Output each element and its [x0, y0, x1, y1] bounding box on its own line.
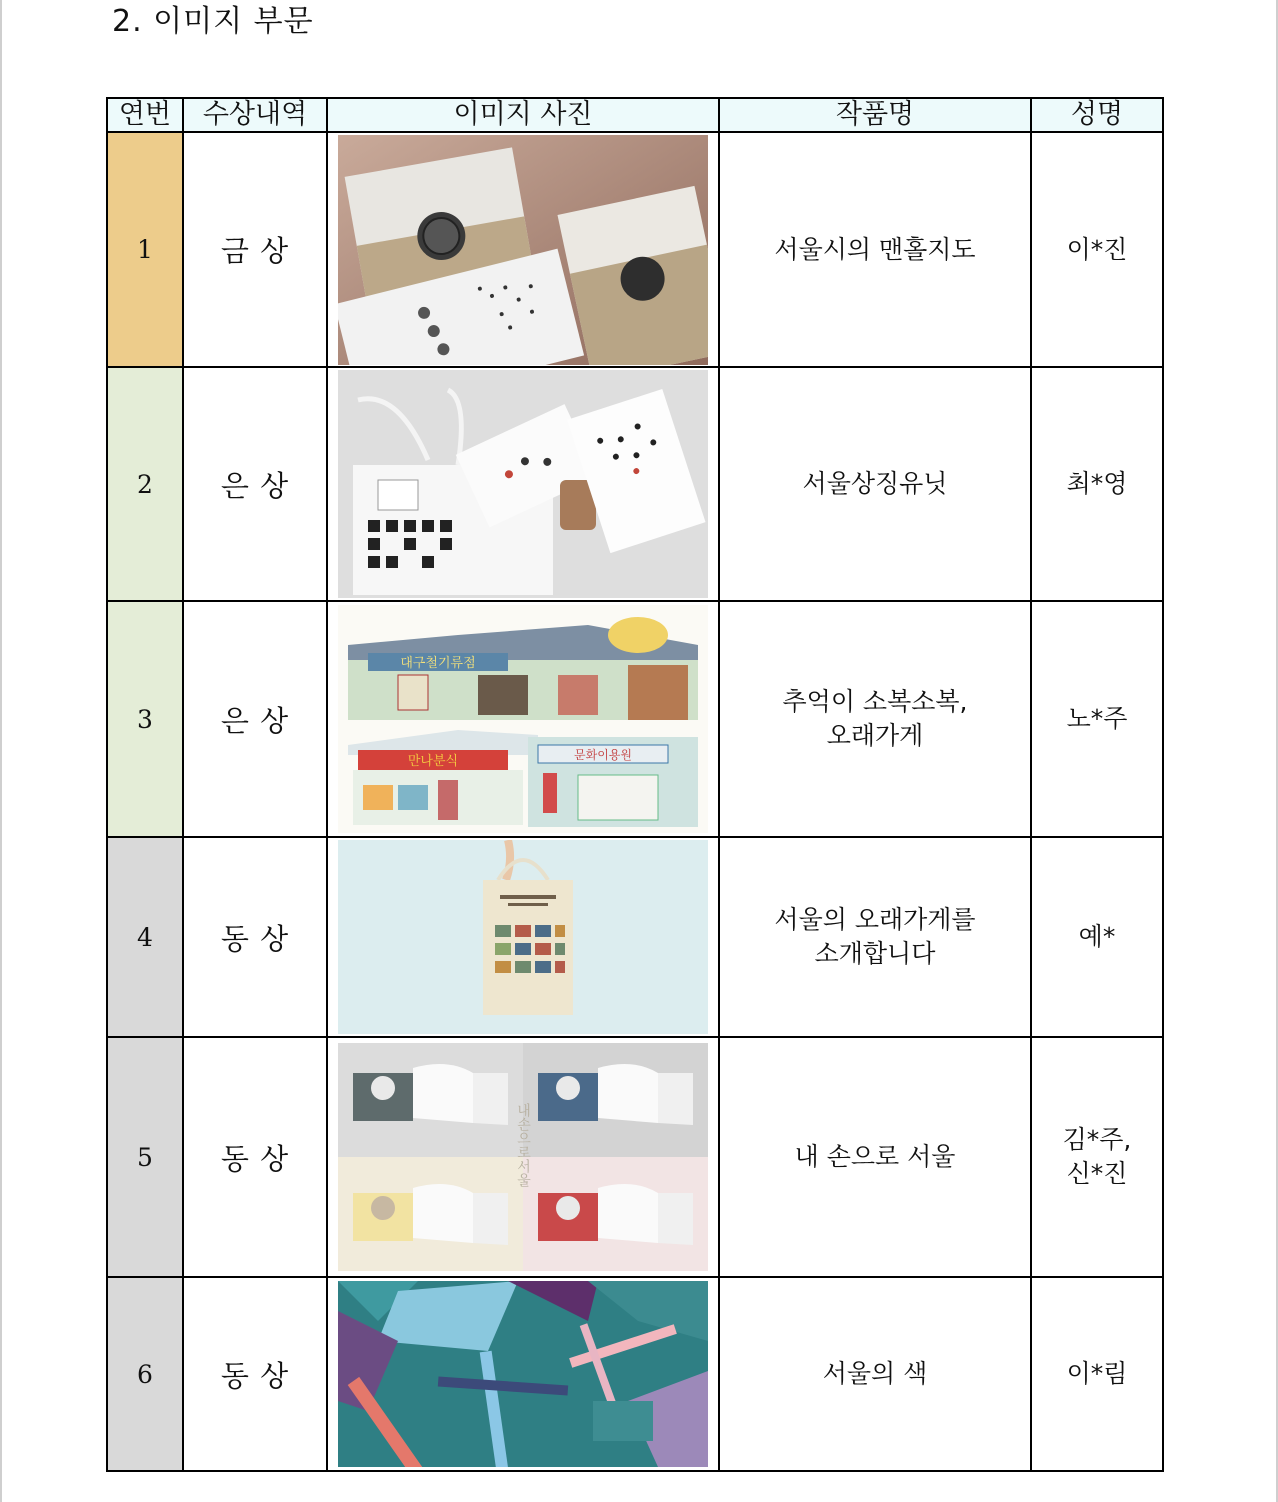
work-title: 서울의 오래가게를 소개합니다	[774, 905, 976, 968]
name-cell	[1031, 601, 1163, 837]
work-title-cell	[719, 1037, 1031, 1277]
tote-bag-image	[338, 840, 708, 1034]
author-name: 이*진	[1066, 234, 1128, 264]
work-title-cell	[719, 601, 1031, 837]
author-name: 최*영	[1066, 469, 1128, 498]
award-cell	[183, 837, 327, 1037]
name-cell	[1031, 837, 1163, 1037]
award-cell	[183, 1277, 327, 1471]
name-cell	[1031, 1277, 1163, 1471]
serial-cell: 3	[107, 601, 183, 837]
header-serial: 연번	[107, 98, 183, 132]
open-books-image	[338, 1043, 708, 1271]
shop-sign-1: 대구철기류점	[400, 656, 476, 671]
award-cell	[183, 601, 327, 837]
header-award: 수상내역	[183, 98, 327, 132]
table-header-row	[107, 98, 1163, 132]
award-label: 은 상	[220, 468, 290, 503]
award-label: 동 상	[220, 1358, 290, 1393]
work-title-cell	[719, 132, 1031, 367]
author-name: 노*주	[1066, 704, 1128, 733]
table-row	[107, 1277, 1163, 1471]
image-cell	[327, 367, 719, 601]
serial-cell: 4	[107, 837, 183, 1037]
name-cell	[1031, 367, 1163, 601]
header-image: 이미지 사진	[327, 98, 719, 132]
serial-cell: 5	[107, 1037, 183, 1277]
work-title: 추억이 소복소복, 오래가게	[782, 687, 968, 750]
author-name: 김*주, 신*진	[1062, 1125, 1132, 1188]
section-title: 2. 이미지 부문	[112, 4, 314, 39]
author-name: 이*림	[1066, 1359, 1128, 1388]
work-title-cell	[719, 1277, 1031, 1471]
work-title: 서울시의 맨홀지도	[774, 234, 976, 264]
award-label: 동 상	[220, 921, 290, 956]
table-row	[107, 1037, 1163, 1277]
header-name: 성명	[1031, 98, 1163, 132]
award-cell	[183, 367, 327, 601]
award-label: 은 상	[220, 703, 290, 738]
old-shop-illustration-image	[338, 605, 708, 833]
table-row	[107, 837, 1163, 1037]
seoul-symbol-unit-image	[338, 370, 708, 598]
awards-table	[106, 97, 1164, 1472]
work-title: 내 손으로 서울	[794, 1142, 956, 1171]
serial-cell: 6	[107, 1277, 183, 1471]
image-cell	[327, 601, 719, 837]
award-cell	[183, 1037, 327, 1277]
table-row	[107, 601, 1163, 837]
image-cell	[327, 1277, 719, 1471]
name-cell	[1031, 1037, 1163, 1277]
name-cell	[1031, 132, 1163, 367]
work-title: 서울상징유닛	[802, 469, 948, 498]
manhole-map-book-image	[338, 135, 708, 365]
image-cell	[327, 132, 719, 367]
award-cell	[183, 132, 327, 367]
colored-envelopes-image	[338, 1281, 708, 1467]
image-cell	[327, 837, 719, 1037]
shop-sign-2: 만나분식	[407, 754, 459, 769]
award-label: 금 상	[220, 234, 290, 268]
page-left-border	[0, 0, 2, 1502]
shop-sign-3: 문화이용원	[574, 748, 632, 762]
table-row	[107, 132, 1163, 367]
work-title-cell	[719, 367, 1031, 601]
vertical-book-title: 내손으로서울	[515, 1103, 531, 1187]
work-title: 서울의 색	[822, 1359, 928, 1388]
serial-cell: 2	[107, 367, 183, 601]
work-title-cell	[719, 837, 1031, 1037]
image-cell	[327, 1037, 719, 1277]
header-work: 작품명	[719, 98, 1031, 132]
table-row	[107, 367, 1163, 601]
author-name: 예*	[1078, 922, 1116, 951]
award-label: 동 상	[220, 1141, 290, 1176]
serial-cell: 1	[107, 132, 183, 367]
